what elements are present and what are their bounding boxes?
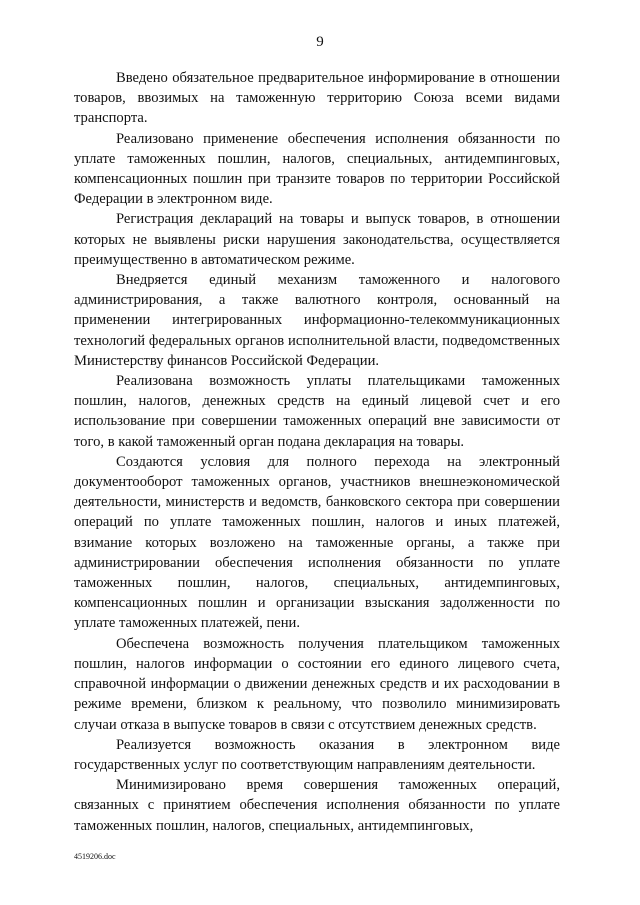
document-body xyxy=(74,68,560,836)
paragraph: Создаются условия для полного перехода на электронный документооборот таможенных органов, участников внешнеэкономической деятельности, министерств и ведомств, банковского сектора при совершении операций по уплате таможенных пошлин, налогов и иных платежей, взимание которых возложено на таможенные органы, а также при администрировании обеспечения исполнения обязанности по уплате таможенных пошлин, налогов, специальных, антидемпинговых, компенсационных пошлин и организации взыскания задолженности по уплате таможенных платежей, пени. xyxy=(74,453,560,632)
page-number: 9 xyxy=(316,34,324,50)
paragraph: Реализуется возможность оказания в электронном виде государственных услуг по соответствующим направлениям деятельности. xyxy=(74,736,560,773)
document-footer-filename: 4519206.doc xyxy=(74,852,116,861)
paragraph: Реализована возможность уплаты плательщиками таможенных пошлин, налогов, денежных средств на единый лицевой счет и его использование при совершении таможенных операций вне зависимости от того, в какой таможенный орган подана декларация на товары. xyxy=(74,373,560,450)
paragraph: Реализовано применение обеспечения исполнения обязанности по уплате таможенных пошлин, налогов, специальных, антидемпинговых, компенсационных пошлин при транзите товаров по территории Российской Федерации в электронном виде. xyxy=(74,130,560,208)
paragraph: Обеспечена возможность получения плательщиком таможенных пошлин, налогов информации о состоянии его единого лицевого счета, справочной информации о движении денежных средств и их расходовании в режиме времени, близком к реальному, что позволило минимизировать случаи отказа в выпуске товаров в связи с отсутствием денежных средств. xyxy=(74,635,560,733)
paragraph: Введено обязательное предварительное информирование в отношении товаров, ввозимых на таможенную территорию Союза всеми видами транспорта. xyxy=(74,70,560,127)
paragraph: Регистрация деклараций на товары и выпуск товаров, в отношении которых не выявлены риски нарушения законодательства, осуществляется преимущественно в автоматическом режиме. xyxy=(74,211,560,268)
paragraph: Внедряется единый механизм таможенного и налогового администрирования, а также валютного контроля, основанный на применении интегрированных информационно-телекоммуникационных технологий федеральных органов исполнительной власти, подведомственных Министерству финансов Российской Федерации. xyxy=(74,272,560,369)
paragraph: Минимизировано время совершения таможенных операций, связанных с принятием обеспечения исполнения обязанности по уплате таможенных пошлин, налогов, специальных, антидемпинговых, xyxy=(74,777,560,834)
